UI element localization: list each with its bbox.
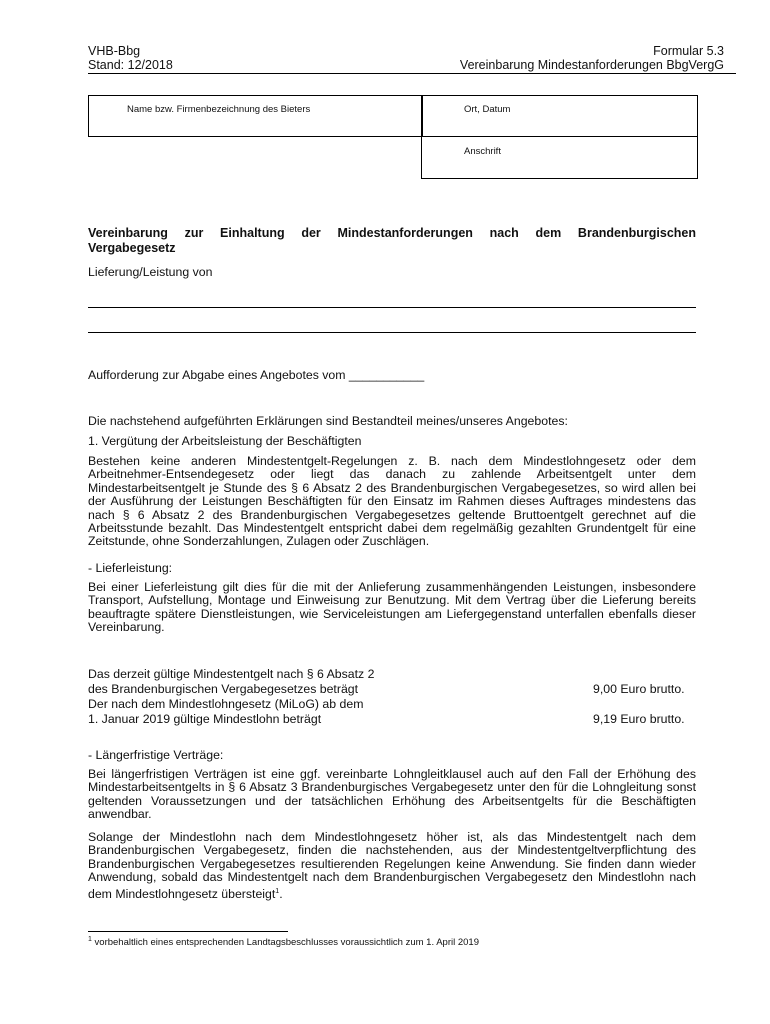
footnote [88, 936, 479, 948]
stand-label: Stand: 12/2018 [88, 58, 173, 72]
delivery-service-heading: - Lieferleistung: [88, 561, 173, 575]
bidder-name-field[interactable] [88, 95, 423, 137]
minimum-wage-paragraph: Solange der Mindestlohn nach dem Mindestlohngesetz höher ist, als das Mindestentgelt nach dem Brandenburgischen Vergabegesetz, finden die nachstehenden, aus der Mindestentgeltverpflichtung des Brandenburgischen Vergabegesetzes resultierenden Regelungen keine Anwendung. Sie finden dann wieder Anwendung, sobald das Mindestentgelt nach dem Brandenburgischen Vergabegesetz den Mindestlohn nach dem Mindestlohngesetz übersteigt$^1$. [88, 830, 696, 901]
wage-value-2: 9,19 Euro brutto. [593, 712, 685, 726]
document-title [88, 226, 696, 241]
delivery-service-paragraph: Bei einer Lieferleistung gilt dies für die mit der Anlieferung zusammenhängenden Leistungen, insbesondere Transport, Aufstellung, Montage und Einweisung zur Benutzung. Mit dem Vertrag über die Lieferung bereits beauftragte spätere Dienstleistungen, wie Serviceleistungen am Liefergegenstand unterfallen ebenfalls dieser Vereinbarung. [88, 580, 696, 635]
address-label: Anschrift [464, 146, 501, 157]
header-left [88, 44, 173, 72]
place-date-field[interactable] [421, 95, 698, 137]
wage-line-1: Das derzeit gültige Mindestentgelt nach § 6 Absatz 2 [88, 667, 375, 681]
title-line-1: Vereinbarung zur Einhaltung der Mindestanforderungen nach dem Brandenburgischen [88, 226, 696, 240]
wage-value-1: 9,00 Euro brutto. [593, 682, 685, 696]
wage-line-2: des Brandenburgischen Vergabegesetzes beträgt [88, 682, 359, 696]
wage-line-3: Der nach dem Mindestlohngesetz (MiLoG) ab dem [88, 697, 364, 711]
request-date-line: Aufforderung zur Abgabe eines Angebotes vom ___________ [88, 368, 425, 382]
long-term-heading: - Längerfristige Verträge: [88, 748, 224, 762]
section1-paragraph: Bestehen keine anderen Mindestentgelt-Regelungen z. B. nach dem Mindestlohngesetz oder dem Arbeitnehmer-Entsendegesetz oder liegt das danach zu zahlende Arbeitsentgelt unter dem Mindestarbeitsentgelt je Stunde des § 6 Absatz 2 des Brandenburgischen Vergabegesetzes, so wird allen bei der Ausführung der Leistungen Beschäftigten für den Einsatz im Rahmen dieses Auftrages mindestens das nach § 6 Absatz 2 des Brandenburgischen Vergabegesetzes geltende Bruttoentgelt gerechnet auf die Arbeitsstunde bezahlt. Das Mindestentgelt entspricht dabei dem regelmäßig gezahlten Grundentgelt für eine Zeitstunde, ohne Sonderzahlungen, Zulagen oder Zuschlägen. [88, 454, 696, 549]
intro-text: Die nachstehend aufgeführten Erklärungen sind Bestandteil meines/unseres Angebotes: [88, 414, 568, 428]
bidder-name-label: Name bzw. Firmenbezeichnung des Bieters [127, 104, 311, 115]
org-label: VHB-Bbg [88, 44, 141, 58]
footnote-mark: 1 [88, 936, 92, 943]
form-title: Vereinbarung Mindestanforderungen BbgVergG [459, 58, 724, 72]
footnote-ref: 1 [275, 887, 280, 895]
address-field[interactable] [421, 136, 698, 179]
minimum-wage-text: Solange der Mindestlohn nach dem Mindestlohngesetz höher ist, als das Mindestentgelt nach dem Brandenburgischen Vergabegesetz, finden die nachstehenden, aus der Mindestentgeltverpflichtung des Brandenburgischen Vergabegesetzes resultierenden Regelungen keine Anwendung. Sie finden dann wieder Anwendung, sobald das Mindestentgelt nach dem Brandenburgischen Vergabegesetz den Mindestlohn nach dem Mindestlohngesetz übersteigt [88, 830, 696, 901]
section1-heading: 1. Vergütung der Arbeitsleistung der Beschäftigten [88, 434, 362, 448]
delivery-label: Lieferung/Leistung von [88, 265, 213, 279]
footnote-text: vorbehaltlich eines entsprechenden Landtagsbeschlusses voraussichtlich zum 1. April 2019 [94, 937, 479, 949]
footnote-rule [88, 931, 288, 932]
header-rule [88, 73, 736, 74]
title-line-2: Vergabegesetz [88, 241, 176, 255]
header-right [460, 44, 724, 72]
delivery-line-1[interactable] [88, 307, 696, 308]
delivery-line-2[interactable] [88, 332, 696, 333]
place-date-label: Ort, Datum [464, 104, 511, 115]
form-number: Formular 5.3 [653, 44, 724, 58]
long-term-paragraph: Bei längerfristigen Verträgen ist eine ggf. vereinbarte Lohngleitklausel auch auf den Fall der Erhöhung des Mindestarbeitsentgelts in § 6 Absatz 3 Brandenburgisches Vergabegesetz unter den für die Lohngleitung sonst geltenden Voraussetzungen und der tatsächlichen Erhöhung des Arbeitsentgelts für die Beschäftigten anwendbar. [88, 767, 696, 822]
wage-line-4: 1. Januar 2019 gültige Mindestlohn beträgt [88, 712, 322, 726]
